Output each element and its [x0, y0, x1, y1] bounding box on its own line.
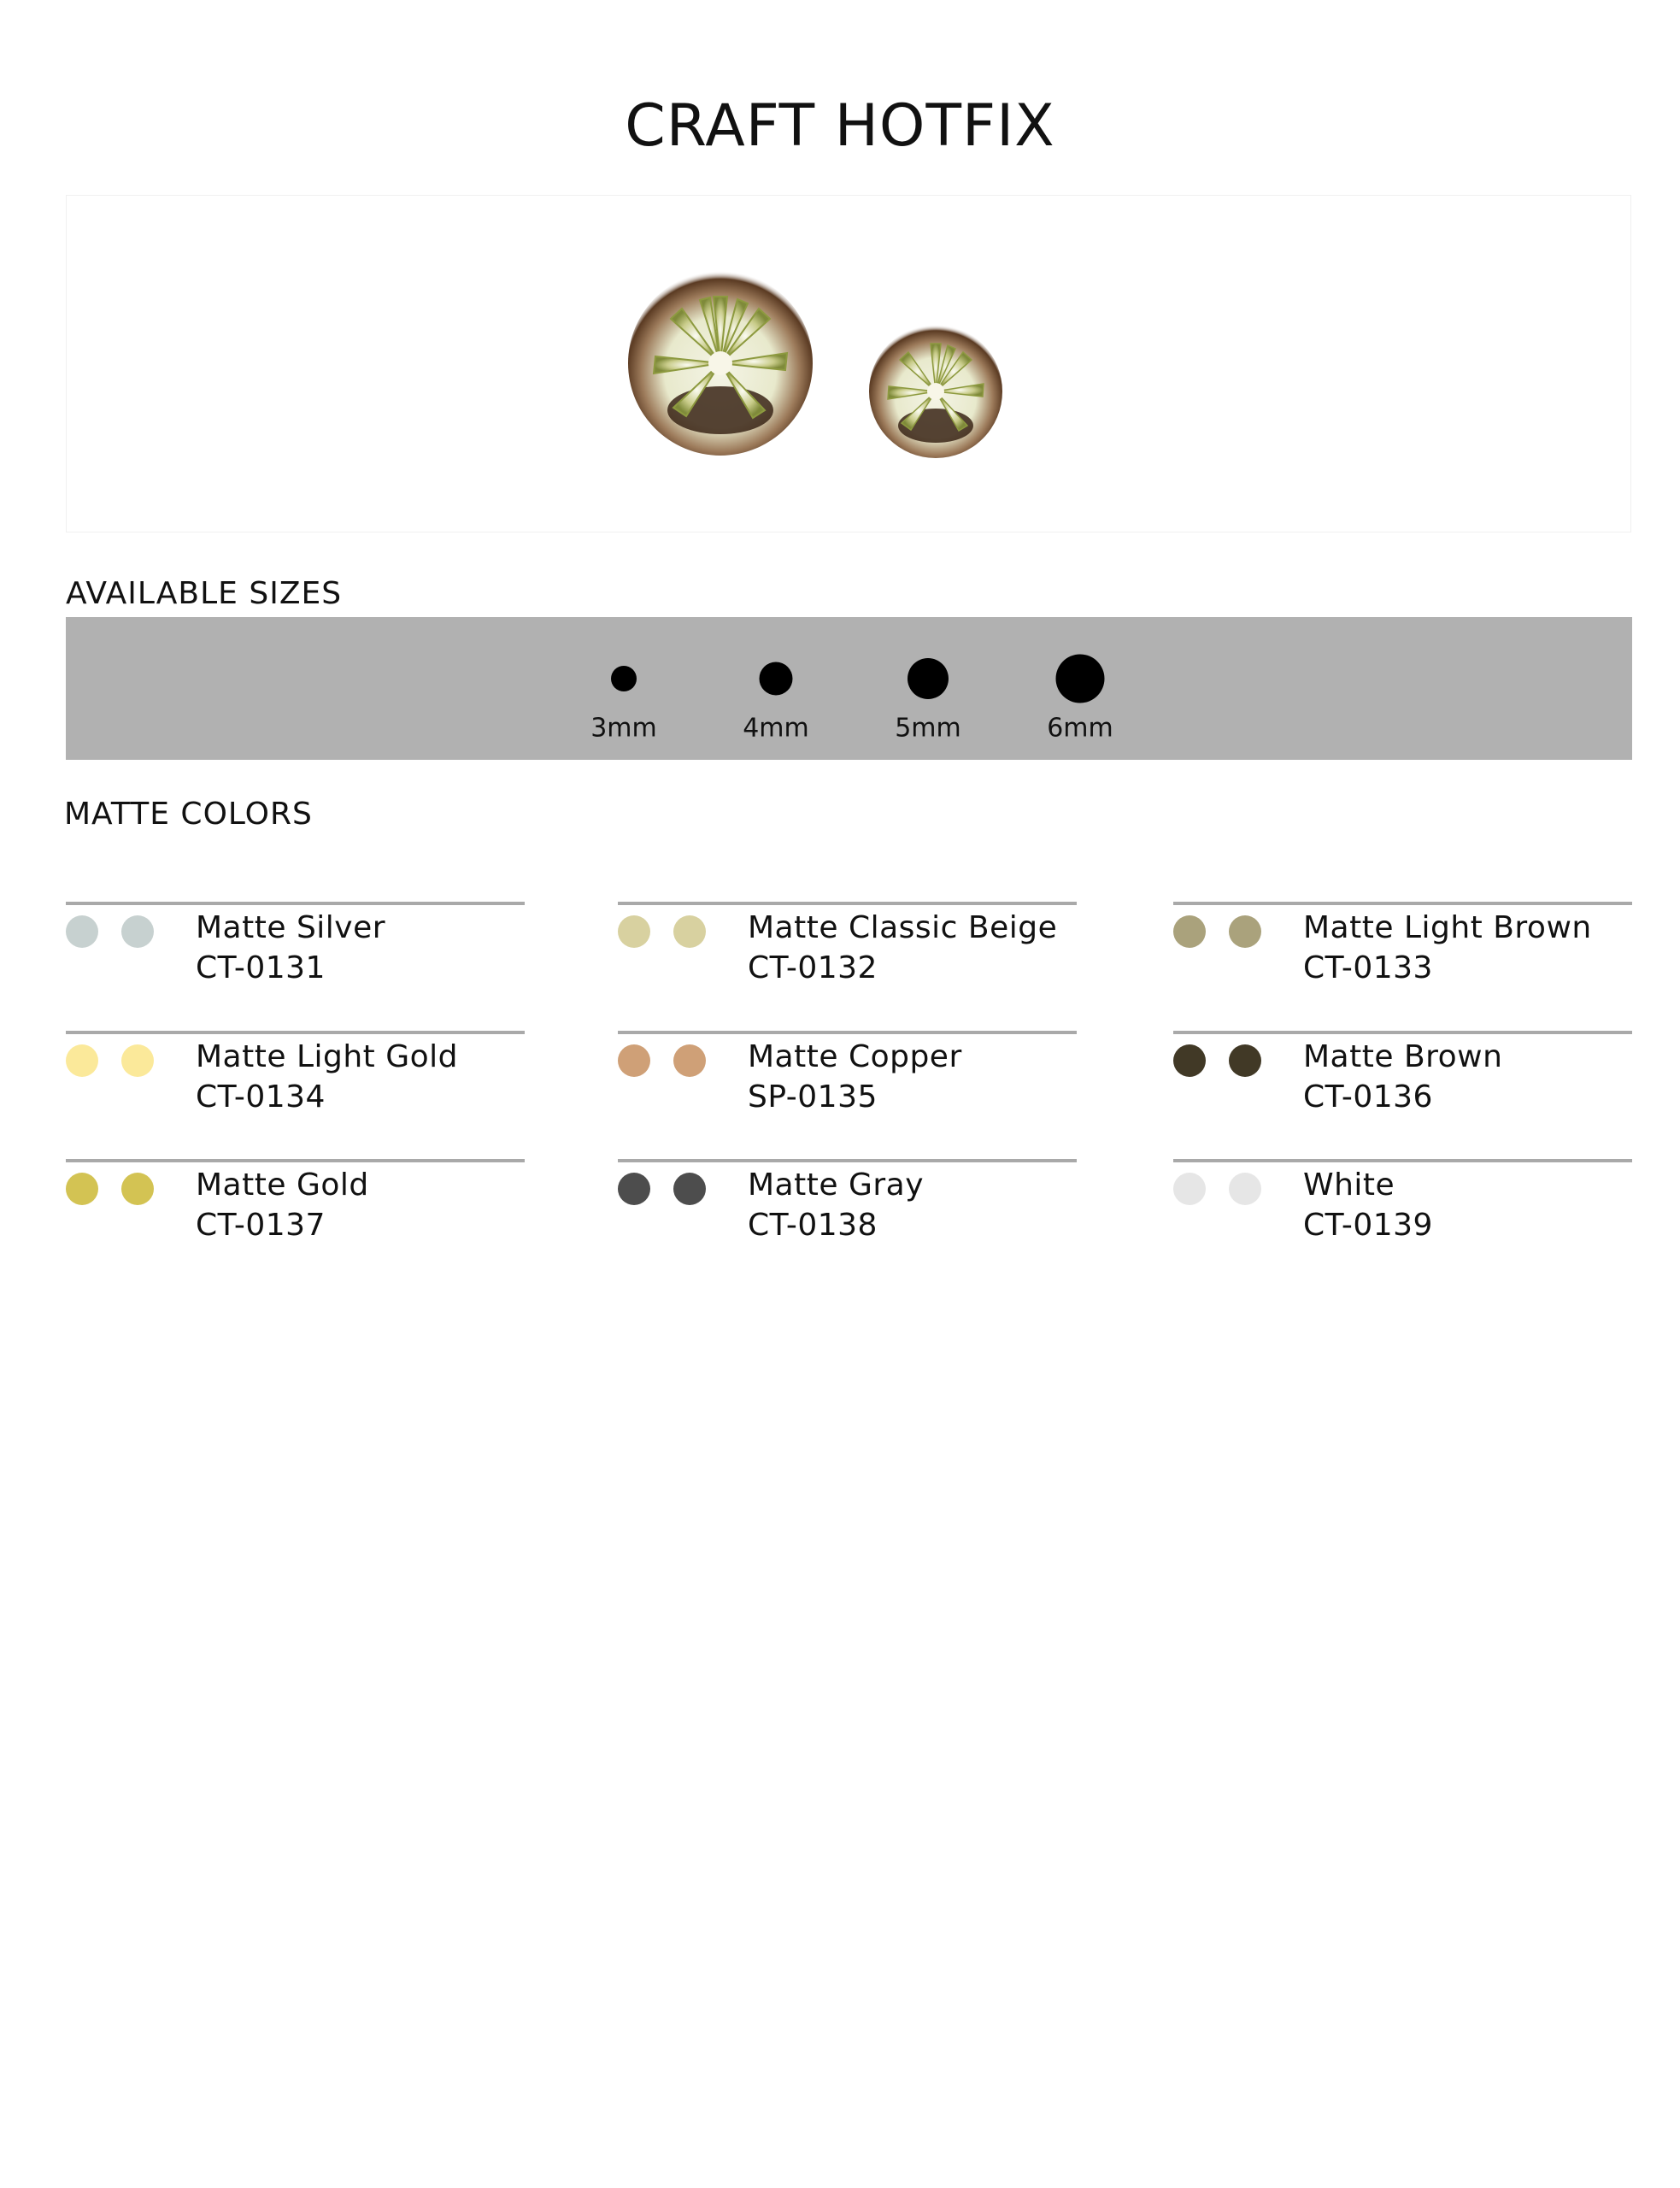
color-swatch: [618, 915, 650, 948]
size-3mm: [547, 617, 701, 760]
color-item: [1173, 1159, 1632, 1262]
color-name: Matte Brown: [1303, 1039, 1503, 1074]
color-code: SP-0135: [748, 1079, 878, 1115]
color-name: Matte Silver: [196, 910, 386, 945]
size-6mm: [1003, 617, 1157, 760]
color-item: [66, 1159, 525, 1262]
color-code: CT-0132: [748, 950, 878, 985]
divider: [618, 1031, 1077, 1034]
color-code: CT-0136: [1303, 1079, 1433, 1115]
color-name: Matte Classic Beige: [748, 910, 1058, 945]
color-swatch: [673, 1044, 706, 1077]
divider: [66, 1031, 525, 1034]
page-title: CRAFT HOTFIX: [625, 92, 1055, 160]
divider: [1173, 1159, 1632, 1162]
color-swatch: [673, 1173, 706, 1205]
color-name: Matte Light Gold: [196, 1039, 459, 1074]
size-label-3mm: 3mm: [590, 713, 657, 744]
size-label-5mm: 5mm: [895, 713, 961, 744]
color-swatch: [66, 915, 98, 948]
color-swatch: [1173, 1044, 1206, 1077]
color-code: CT-0131: [196, 950, 326, 985]
size-dot-6mm: [1056, 655, 1105, 703]
color-name: Matte Gray: [748, 1168, 925, 1203]
crystal-stones-illustration: [67, 196, 1632, 533]
color-swatch: [618, 1173, 650, 1205]
color-item: [618, 1159, 1077, 1262]
color-code: CT-0139: [1303, 1208, 1433, 1243]
size-dot-5mm: [908, 658, 949, 699]
color-name: Matte Copper: [748, 1039, 962, 1074]
color-swatch: [1229, 1044, 1261, 1077]
product-image: [66, 195, 1631, 532]
divider: [66, 1159, 525, 1162]
color-swatch: [121, 1044, 154, 1077]
stone-large: [628, 271, 813, 456]
color-code: CT-0133: [1303, 950, 1433, 985]
color-item: [66, 1031, 525, 1133]
color-item: [618, 902, 1077, 1004]
color-item: [1173, 1031, 1632, 1133]
color-name: Matte Light Brown: [1303, 910, 1592, 945]
size-label-6mm: 6mm: [1047, 713, 1113, 744]
color-swatch: [66, 1173, 98, 1205]
stone-small: [869, 325, 1002, 458]
color-item: [618, 1031, 1077, 1133]
color-swatch: [1173, 915, 1206, 948]
color-swatch: [121, 1173, 154, 1205]
size-5mm: [851, 617, 1005, 760]
color-code: CT-0134: [196, 1079, 326, 1115]
color-item: [66, 902, 525, 1004]
color-swatch: [121, 915, 154, 948]
size-dot-3mm: [611, 666, 637, 691]
color-swatch: [66, 1044, 98, 1077]
color-code: CT-0137: [196, 1208, 326, 1243]
color-code: CT-0138: [748, 1208, 878, 1243]
color-swatch: [1229, 915, 1261, 948]
divider: [618, 1159, 1077, 1162]
matte-colors-heading: MATTE COLORS: [64, 797, 313, 832]
divider: [1173, 902, 1632, 905]
divider: [1173, 1031, 1632, 1034]
size-dot-4mm: [760, 662, 793, 696]
color-swatch: [1173, 1173, 1206, 1205]
color-swatch: [618, 1044, 650, 1077]
color-item: [1173, 902, 1632, 1004]
color-name: White: [1303, 1168, 1395, 1203]
available-sizes-heading: AVAILABLE SIZES: [66, 576, 343, 611]
size-label-4mm: 4mm: [743, 713, 809, 744]
divider: [66, 902, 525, 905]
divider: [618, 902, 1077, 905]
color-swatch: [1229, 1173, 1261, 1205]
sizes-band: [66, 617, 1632, 760]
size-4mm: [699, 617, 853, 760]
color-swatch: [673, 915, 706, 948]
color-name: Matte Gold: [196, 1168, 369, 1203]
